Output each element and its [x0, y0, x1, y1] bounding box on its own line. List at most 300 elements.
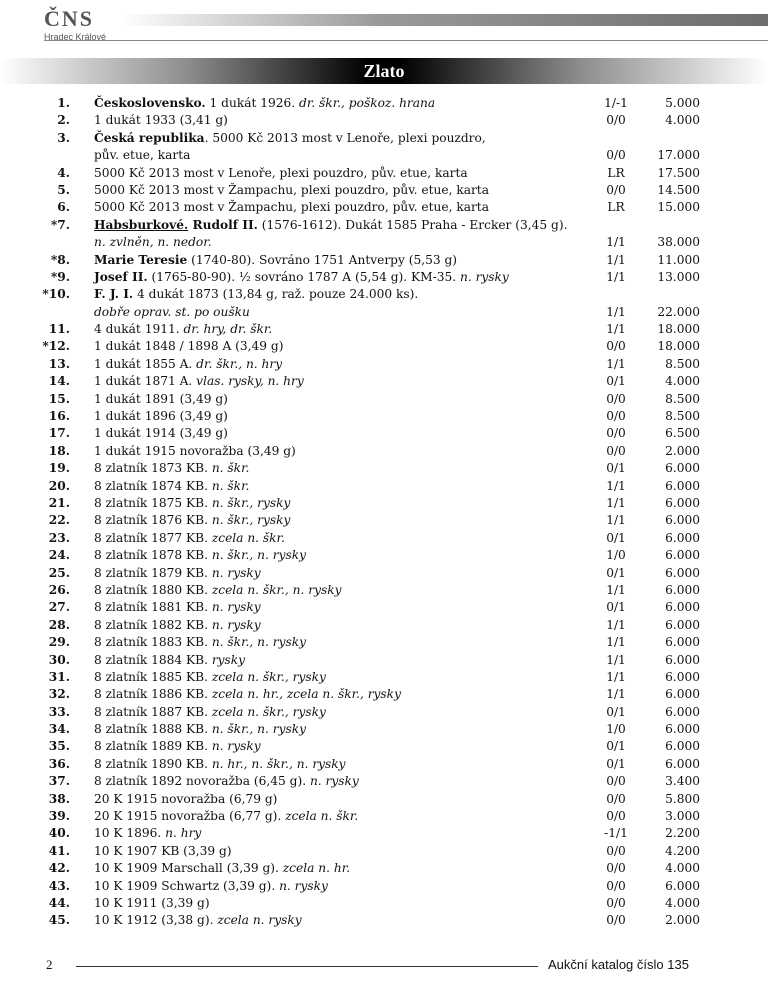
description-segment: 5000 Kč 2013 most v Žampachu, plexi pouzdro, pův. etue, karta	[94, 200, 489, 215]
description-segment: 8 zlatník 1879 KB.	[94, 565, 212, 580]
lot-number: 17.	[48, 426, 70, 441]
lot-price: 38.000	[657, 235, 700, 250]
lot-row	[0, 269, 768, 286]
lot-number: 16.	[48, 409, 70, 424]
lot-price: 17.500	[657, 165, 700, 180]
lot-row	[0, 669, 768, 686]
lot-price: 6.000	[665, 565, 700, 580]
description-segment: n. škr., rysky	[211, 495, 291, 510]
lot-description	[94, 95, 435, 112]
lot-description	[94, 112, 228, 129]
lot-price: 6.000	[665, 722, 700, 737]
lot-number: 14.	[48, 374, 70, 389]
lot-row	[0, 478, 768, 495]
lot-price: 8.500	[665, 409, 700, 424]
description-segment: 8 zlatník 1880 KB.	[94, 582, 212, 597]
lot-number: 11.	[48, 322, 70, 337]
lot-grade: 1/1	[606, 687, 626, 702]
description-segment: F. J. I.	[94, 287, 134, 302]
lot-price: 4.000	[665, 113, 700, 128]
lot-price: 22.000	[657, 304, 700, 319]
lot-grade: 0/0	[606, 443, 626, 458]
lot-grade: 1/1	[606, 635, 626, 650]
lot-price: 6.000	[665, 478, 700, 493]
lot-number: 5.	[57, 182, 70, 197]
lot-grade: 1/1	[606, 356, 626, 371]
lot-description	[94, 756, 346, 773]
lot-number: *12.	[42, 339, 70, 354]
lot-row	[0, 756, 768, 773]
lot-grade: 1/1	[606, 322, 626, 337]
lot-grade: 1/1	[606, 652, 626, 667]
lot-description	[94, 391, 228, 408]
description-segment: 8 zlatník 1884 KB.	[94, 652, 212, 667]
lot-row	[0, 165, 768, 182]
lot-number: 21.	[48, 495, 70, 510]
description-segment: 1 dukát 1926.	[205, 96, 300, 110]
lot-grade: 1/-1	[604, 96, 628, 110]
description-segment: 1 dukát 1896 (3,49 g)	[94, 409, 228, 424]
lot-price: 4.200	[665, 843, 700, 858]
lot-number: *9.	[50, 269, 70, 284]
lot-grade: 0/0	[606, 791, 626, 806]
description-segment: Česká republika	[94, 130, 205, 145]
lot-number: *10.	[42, 287, 70, 302]
lot-description	[94, 825, 201, 842]
description-segment: 8 zlatník 1874 KB.	[94, 478, 212, 493]
description-segment: Československo.	[94, 96, 206, 110]
description-segment: zcela n. škr., rysky	[211, 669, 326, 684]
lot-number: 26.	[48, 582, 70, 597]
lot-row	[0, 704, 768, 721]
lot-description	[94, 791, 277, 808]
description-segment: 4 dukát 1911.	[94, 322, 184, 337]
description-segment: n. zvlněn, n. nedor.	[94, 235, 212, 250]
description-segment: vlas. rysky, n. hry	[196, 374, 304, 389]
lot-description	[94, 669, 326, 686]
lot-description	[94, 512, 290, 529]
description-segment: n. rysky	[309, 774, 359, 789]
lot-price: 6.000	[665, 513, 700, 528]
description-segment: n. škr., n. rysky	[211, 635, 307, 650]
section-banner	[0, 58, 768, 84]
lot-description	[94, 408, 228, 425]
lot-number: 34.	[48, 722, 70, 737]
header-gradient-bar	[120, 14, 768, 26]
description-segment: n. rysky	[211, 565, 261, 580]
lot-list	[0, 95, 768, 930]
description-segment: n. rysky	[211, 617, 261, 632]
lot-number: 31.	[48, 669, 70, 684]
description-segment: 8 zlatník 1882 KB.	[94, 617, 212, 632]
lot-description	[94, 338, 283, 355]
description-segment: n. škr., rysky	[211, 513, 291, 528]
lot-grade: 0/1	[606, 600, 626, 615]
description-segment: 1 dukát 1914 (3,49 g)	[94, 426, 228, 441]
lot-row	[0, 738, 768, 755]
lot-description	[94, 304, 250, 321]
lot-grade: 1/0	[606, 548, 626, 563]
description-segment: 10 K 1912 (3,38 g).	[94, 913, 218, 928]
lot-number: 36.	[48, 756, 70, 771]
lot-grade: 1/1	[606, 235, 626, 250]
lot-price: 11.000	[657, 252, 700, 267]
lot-description	[94, 199, 489, 216]
lot-row	[0, 182, 768, 199]
lot-grade: 0/1	[606, 756, 626, 771]
lot-number: 35.	[48, 739, 70, 754]
lot-grade: 1/1	[606, 304, 626, 319]
page-number: 2	[46, 957, 53, 972]
lot-grade: 0/1	[606, 374, 626, 389]
lot-price: 6.000	[665, 495, 700, 510]
lot-description	[94, 182, 489, 199]
lot-row	[0, 286, 768, 303]
lot-description	[94, 147, 190, 164]
lot-price: 6.000	[665, 669, 700, 684]
lot-grade: 0/0	[606, 861, 626, 876]
lot-description	[94, 895, 210, 912]
lot-price: 18.000	[657, 322, 700, 337]
lot-row	[0, 130, 768, 147]
lot-price: 5.000	[665, 96, 700, 110]
lot-row	[0, 373, 768, 390]
lot-price: 6.000	[665, 878, 700, 893]
page-header	[0, 0, 768, 52]
lot-number: 4.	[57, 165, 70, 180]
cns-logo-subtitle: Hradec Králové	[44, 32, 107, 42]
lot-price: 4.000	[665, 895, 700, 910]
lot-number: 28.	[48, 617, 70, 632]
lot-row	[0, 512, 768, 529]
description-segment: pův. etue, karta	[94, 148, 191, 163]
description-segment: 10 K 1896.	[94, 826, 166, 841]
description-segment: 8 zlatník 1885 KB.	[94, 669, 212, 684]
lot-number: 2.	[57, 113, 70, 128]
lot-number: 44.	[48, 895, 70, 910]
lot-row	[0, 791, 768, 808]
lot-price: 6.000	[665, 548, 700, 563]
description-segment: 1 dukát 1891 (3,49 g)	[94, 391, 228, 406]
lot-row	[0, 686, 768, 703]
lot-grade: 0/1	[606, 530, 626, 545]
header-rule	[44, 40, 768, 41]
description-segment: Marie Teresie	[94, 252, 188, 267]
lot-number: 33.	[48, 704, 70, 719]
description-segment: rysky	[211, 652, 246, 667]
lot-price: 6.000	[665, 582, 700, 597]
lot-row	[0, 321, 768, 338]
description-segment: dr. hry, dr. škr.	[183, 322, 273, 337]
lot-price: 15.000	[657, 200, 700, 215]
lot-row	[0, 895, 768, 912]
lot-row	[0, 408, 768, 425]
description-segment: 1 dukát 1848 / 1898 A (3,49 g)	[94, 339, 284, 354]
description-segment: zcela n. škr.	[285, 809, 359, 824]
lot-grade: 1/1	[606, 513, 626, 528]
description-segment: 1 dukát 1855 A.	[94, 356, 197, 371]
section-title: Zlato	[363, 61, 405, 81]
lot-grade: 1/1	[606, 495, 626, 510]
lot-price: 5.800	[665, 791, 700, 806]
lot-row	[0, 304, 768, 321]
lot-price: 6.000	[665, 652, 700, 667]
lot-description	[94, 878, 328, 895]
lot-grade: 1/1	[606, 478, 626, 493]
lot-description	[94, 860, 350, 877]
lot-description	[94, 721, 306, 738]
lot-number: 6.	[57, 200, 70, 215]
lot-description	[94, 269, 509, 286]
lot-price: 6.000	[665, 739, 700, 754]
lot-grade: 0/0	[606, 895, 626, 910]
description-segment: 8 zlatník 1883 KB.	[94, 635, 212, 650]
lot-price: 2.000	[665, 443, 700, 458]
description-segment: 10 K 1911 (3,39 g)	[94, 895, 210, 910]
lot-number: 29.	[48, 635, 70, 650]
lot-price: 3.400	[665, 774, 700, 789]
lot-price: 3.000	[665, 809, 700, 824]
lot-row	[0, 825, 768, 842]
lot-price: 6.000	[665, 600, 700, 615]
lot-row	[0, 425, 768, 442]
lot-description	[94, 425, 228, 442]
lot-grade: LR	[607, 200, 625, 215]
lot-grade: 0/0	[606, 391, 626, 406]
lot-description	[94, 652, 245, 669]
lot-number: 13.	[48, 356, 70, 371]
lot-grade: 1/1	[606, 617, 626, 632]
lot-number: 32.	[48, 687, 70, 702]
lot-row	[0, 547, 768, 564]
lot-row	[0, 530, 768, 547]
lot-row	[0, 652, 768, 669]
lot-grade: 0/0	[606, 774, 626, 789]
lot-number: 3.	[57, 130, 70, 145]
description-segment: 10 K 1907 KB (3,39 g)	[94, 843, 232, 858]
lot-description	[94, 495, 290, 512]
lot-number: 18.	[48, 443, 70, 458]
lot-number: 30.	[48, 652, 70, 667]
lot-grade: 1/0	[606, 722, 626, 737]
description-segment: dr. škr., n. hry	[196, 356, 283, 371]
lot-row	[0, 443, 768, 460]
lot-description	[94, 773, 359, 790]
lot-description	[94, 165, 468, 182]
lot-grade: 0/0	[606, 409, 626, 424]
lot-number: *7.	[50, 217, 70, 232]
description-segment: n. škr.	[211, 478, 250, 493]
lot-price: 6.000	[665, 635, 700, 650]
lot-price: 6.000	[665, 530, 700, 545]
lot-price: 6.000	[665, 756, 700, 771]
lot-row	[0, 252, 768, 269]
lot-grade: 0/1	[606, 739, 626, 754]
lot-row	[0, 912, 768, 929]
lot-description	[94, 617, 261, 634]
lot-description	[94, 478, 249, 495]
description-segment: 4 dukát 1873 (13,84 g, raž. pouze 24.000 ks).	[133, 287, 419, 302]
lot-price: 2.000	[665, 913, 700, 928]
description-segment: zcela n. škr., n. rysky	[211, 582, 342, 597]
lot-description	[94, 530, 285, 547]
lot-grade: 1/1	[606, 669, 626, 684]
lot-row	[0, 495, 768, 512]
description-segment: n. hry	[165, 826, 202, 841]
lot-grade: 0/0	[606, 113, 626, 128]
description-segment: (1765-80-90). ½ sovráno 1787 A (5,54 g). KM-35.	[147, 269, 460, 284]
lot-row	[0, 234, 768, 251]
description-segment: 10 K 1909 Schwartz (3,39 g).	[94, 878, 280, 893]
lot-price: 2.200	[665, 826, 700, 841]
lot-row	[0, 112, 768, 129]
description-segment: 8 zlatník 1892 novoražba (6,45 g).	[94, 774, 310, 789]
description-segment: dr. škr., poškoz. hrana	[299, 96, 436, 110]
lot-price: 14.500	[657, 182, 700, 197]
lot-description	[94, 234, 212, 251]
description-segment: 5000 Kč 2013 most v Lenoře, plexi pouzdro, pův. etue, karta	[94, 165, 468, 180]
lot-description	[94, 373, 304, 390]
description-segment: zcela n. hr.	[282, 861, 351, 876]
lot-row	[0, 721, 768, 738]
lot-description	[94, 686, 401, 703]
lot-description	[94, 634, 306, 651]
lot-number: 42.	[48, 861, 70, 876]
description-segment: Josef II.	[94, 269, 148, 284]
lot-row	[0, 878, 768, 895]
lot-grade: 0/0	[606, 843, 626, 858]
description-segment: 10 K 1909 Marschall (3,39 g).	[94, 861, 283, 876]
description-segment: n. škr., n. rysky	[211, 722, 307, 737]
lot-number: 39.	[48, 809, 70, 824]
lot-row	[0, 773, 768, 790]
lot-row	[0, 843, 768, 860]
cns-logo: ČNS	[44, 6, 95, 31]
lot-row	[0, 338, 768, 355]
catalog-title: Aukční katalog číslo 135	[548, 957, 689, 972]
lot-row	[0, 808, 768, 825]
lot-description	[94, 252, 457, 269]
description-segment: n. rysky	[211, 739, 261, 754]
description-segment: n. škr., n. rysky	[211, 548, 307, 563]
description-segment: 8 zlatník 1889 KB.	[94, 739, 212, 754]
lot-row	[0, 460, 768, 477]
lot-price: 6.000	[665, 461, 700, 476]
lot-price: 6.000	[665, 687, 700, 702]
lot-grade: 0/0	[606, 426, 626, 441]
lot-price: 6.000	[665, 704, 700, 719]
lot-price: 13.000	[657, 269, 700, 284]
description-segment: zcela n. hr., zcela n. škr., rysky	[211, 687, 401, 702]
description-segment: 8 zlatník 1878 KB.	[94, 548, 212, 563]
lot-row	[0, 356, 768, 373]
description-segment: 8 zlatník 1881 KB.	[94, 600, 212, 615]
lot-description	[94, 912, 302, 929]
lot-description	[94, 286, 418, 303]
lot-grade: 0/0	[606, 339, 626, 354]
lot-grade: 1/1	[606, 269, 626, 284]
lot-description	[94, 460, 249, 477]
lot-number: 27.	[48, 600, 70, 615]
lot-row	[0, 565, 768, 582]
description-segment: 8 zlatník 1886 KB.	[94, 687, 212, 702]
description-segment: 20 K 1915 novoražba (6,77 g).	[94, 809, 286, 824]
lot-number: 23.	[48, 530, 70, 545]
description-segment: 1 dukát 1933 (3,41 g)	[94, 113, 228, 128]
description-segment: 8 zlatník 1875 KB.	[94, 495, 212, 510]
description-segment: 1 dukát 1871 A.	[94, 374, 197, 389]
lot-row	[0, 95, 768, 112]
lot-row	[0, 599, 768, 616]
lot-price: 18.000	[657, 339, 700, 354]
lot-price: 6.000	[665, 617, 700, 632]
lot-description	[94, 843, 232, 860]
lot-description	[94, 738, 261, 755]
lot-description	[94, 217, 567, 234]
lot-number: 15.	[48, 391, 70, 406]
description-segment: n. rysky	[459, 269, 509, 284]
lot-price: 6.500	[665, 426, 700, 441]
description-segment: 1 dukát 1915 novoražba (3,49 g)	[94, 443, 296, 458]
lot-number: 41.	[48, 843, 70, 858]
description-segment: n. škr.	[211, 461, 250, 476]
lot-row	[0, 147, 768, 164]
lot-description	[94, 443, 296, 460]
lot-number: 37.	[48, 774, 70, 789]
lot-number: 19.	[48, 461, 70, 476]
lot-row	[0, 582, 768, 599]
description-segment: 8 zlatník 1877 KB.	[94, 530, 212, 545]
lot-grade: -1/1	[604, 826, 628, 841]
description-segment: n. rysky	[211, 600, 261, 615]
lot-number: 1.	[57, 96, 70, 110]
lot-row	[0, 634, 768, 651]
lot-number: 43.	[48, 878, 70, 893]
lot-row	[0, 217, 768, 234]
description-segment: 8 zlatník 1887 KB.	[94, 704, 212, 719]
description-segment: zcela n. škr.	[211, 530, 285, 545]
lot-row	[0, 391, 768, 408]
lot-description	[94, 565, 261, 582]
lot-description	[94, 808, 358, 825]
lot-price: 4.000	[665, 374, 700, 389]
description-segment: zcela n. škr., rysky	[211, 704, 326, 719]
description-segment: 8 zlatník 1890 KB.	[94, 756, 212, 771]
description-segment: (1576-1612). Dukát 1585 Praha - Ercker (3,45 g).	[257, 217, 568, 232]
lot-number: *8.	[50, 252, 70, 267]
lot-number: 20.	[48, 478, 70, 493]
description-segment: n. rysky	[279, 878, 328, 893]
lot-description	[94, 356, 282, 373]
description-segment: dobře oprav. st. po oušku	[94, 304, 250, 319]
lot-price: 8.500	[665, 391, 700, 406]
lot-number: 45.	[48, 913, 70, 928]
lot-grade: 0/0	[606, 878, 626, 893]
lot-grade: 0/0	[606, 809, 626, 824]
lot-description	[94, 547, 306, 564]
lot-row	[0, 199, 768, 216]
lot-grade: 0/0	[606, 148, 626, 163]
description-segment: zcela n. rysky	[217, 913, 302, 928]
description-segment: . 5000 Kč 2013 most v Lenoře, plexi pouzdro,	[204, 130, 486, 145]
lot-number: 25.	[48, 565, 70, 580]
lot-number: 24.	[48, 548, 70, 563]
footer-rule	[76, 966, 538, 967]
lot-grade: 0/0	[606, 913, 626, 928]
lot-grade: 1/1	[606, 582, 626, 597]
lot-description	[94, 582, 342, 599]
description-segment: (1740-80). Sovráno 1751 Antverpy (5,53 g)	[187, 252, 458, 267]
